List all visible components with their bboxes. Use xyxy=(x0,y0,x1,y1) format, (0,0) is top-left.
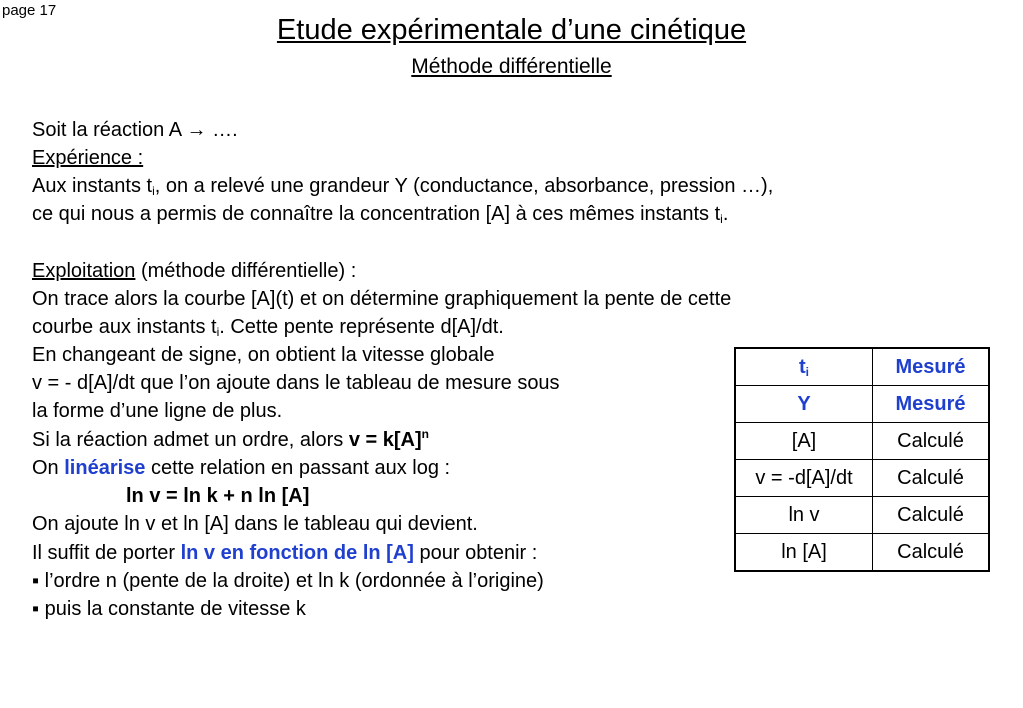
table-cell-value: Calculé xyxy=(873,423,990,460)
table-row xyxy=(735,460,989,497)
table-cell-value: Calculé xyxy=(873,534,990,572)
log-equation: ln v = ln k + n ln [A] xyxy=(126,485,310,507)
linearise-keyword: linéarise xyxy=(64,457,146,479)
plot-instruction: ln v en fonction de ln [A] xyxy=(180,542,414,564)
exploitation-line-5: la forme d’une ligne de plus. xyxy=(32,400,283,422)
page-number: page 17 xyxy=(2,2,57,19)
table-cell-value: Calculé xyxy=(873,460,990,497)
exploitation-line-3: En changeant de signe, on obtient la vitesse globale xyxy=(32,344,495,366)
experience-heading: Expérience : xyxy=(32,147,144,169)
rate-law: v = k[A] xyxy=(348,429,422,451)
table-cell-value: Mesuré xyxy=(873,348,990,386)
experience-line-1: Aux instants $t_i$, on a relevé une grandeur Y (conductance, absorbance, pression …), xyxy=(32,175,774,198)
bullet-rate-constant: ▪ puis la constante de vitesse k xyxy=(32,598,306,620)
exploitation-heading-line: Exploitation (méthode différentielle) : xyxy=(32,260,357,282)
exploitation-line-10: Il suffit de porter ln v en fonction de ln [A] pour obtenir : xyxy=(32,542,538,564)
table-cell-label: $t_i$ xyxy=(735,348,873,386)
page-title: Etude expérimentale d’une cinétique xyxy=(276,14,747,46)
bullet-order: ▪ l’ordre n (pente de la droite) et ln k (ordonnée à l’origine) xyxy=(32,570,544,592)
table-cell-label: ln v xyxy=(735,497,873,534)
table-row xyxy=(735,534,989,572)
table-cell-label: ln [A] xyxy=(735,534,873,572)
exploitation-line-2: courbe aux instants $t_i$. Cette pente représente d[A]/dt. xyxy=(32,316,504,339)
exploitation-line-1: On trace alors la courbe [A](t) et on détermine graphiquement la pente de cette xyxy=(32,288,732,310)
table-row xyxy=(735,348,989,386)
exploitation-line-9: On ajoute ln v et ln [A] dans le tableau qui devient. xyxy=(32,513,478,535)
table-row xyxy=(735,423,989,460)
reaction-line: Soit la réaction A → …. xyxy=(32,119,238,141)
exploitation-heading: Exploitation xyxy=(32,260,136,282)
exploitation-line-4: v = - d[A]/dt que l’on ajoute dans le tableau de mesure sous xyxy=(32,372,560,394)
table-row xyxy=(735,497,989,534)
table-cell-label: Y xyxy=(735,386,873,423)
table-cell-label: [A] xyxy=(735,423,873,460)
table-row xyxy=(735,386,989,423)
table-cell-value: Calculé xyxy=(873,497,990,534)
experience-line-2: ce qui nous a permis de connaître la concentration [A] à ces mêmes instants $t_i$. xyxy=(32,203,729,226)
table-cell-label: v = -d[A]/dt xyxy=(735,460,873,497)
page-subtitle: Méthode différentielle xyxy=(411,55,612,78)
measurement-table xyxy=(734,347,990,572)
table-cell-value: Mesuré xyxy=(873,386,990,423)
exploitation-line-6: Si la réaction admet un ordre, alors $v = k[A]^n$ xyxy=(32,427,429,451)
exploitation-line-7: On linéarise cette relation en passant aux log : xyxy=(32,457,451,479)
